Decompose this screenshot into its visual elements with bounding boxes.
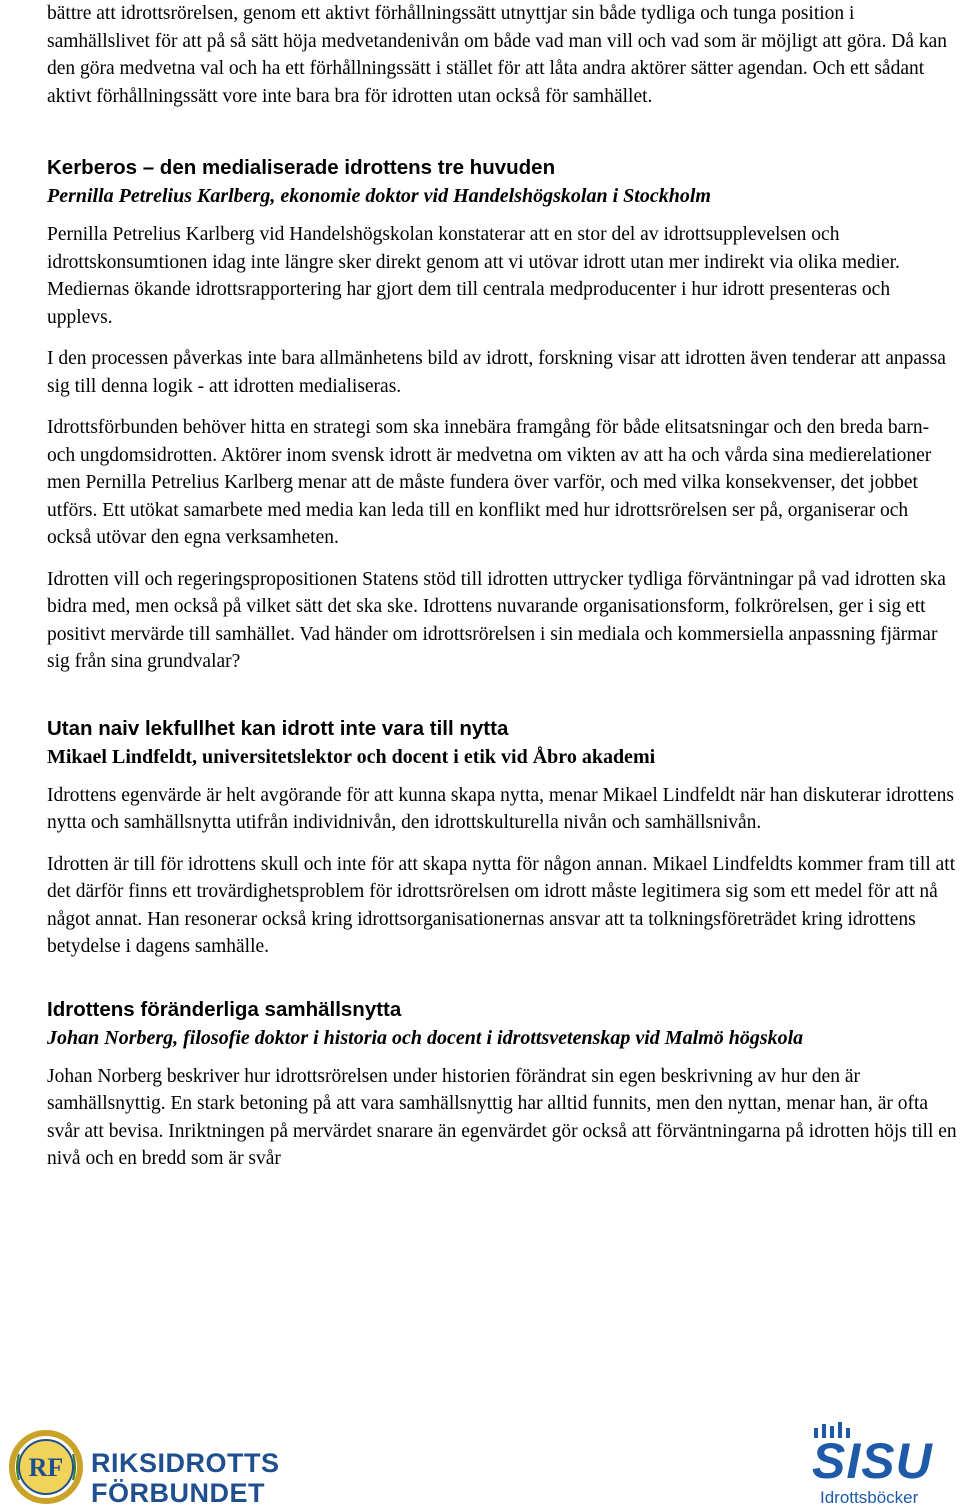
paragraph: Pernilla Petrelius Karlberg vid Handelshögskolan konstaterar att en stor del av idrottsupplevelsen och idrottskonsumtionen idag inte längre sker direkt genom att vi utövar idrott utan mer indirekt via olika medier. Mediernas ökande idrottsrapportering har gjort dem till centrala medproducenter i hur idrott presenteras och upplevs.	[47, 224, 900, 328]
sisu-wordmark: SISU	[812, 1433, 933, 1489]
section-byline: Pernilla Petrelius Karlberg, ekonomie doktor vid Handelshögskolan i Stockholm	[47, 185, 711, 207]
sisu-subtitle: Idrottsböcker	[820, 1488, 919, 1507]
riksidrott-line1: RIKSIDROTTS	[91, 1448, 280, 1478]
document-page	[47, 0, 957, 1187]
paragraph: Idrotten vill och regeringspropositionen Statens stöd till idrotten uttrycker tydliga förväntningar på vad idrotten ska bidra med, men också på vilket sätt det ska ske. Idrottens nuvarande organisationsform, folkrörelsen, ger i sig ett positivt mervärde till samhället. Vad händer om idrottsrörelsen i sin mediala och kommersiella anpassning fjärmar sig från sina grundvalar?	[47, 568, 946, 672]
riksidrottsforbundet-logo	[9, 1430, 280, 1510]
paragraph: I den processen påverkas inte bara allmänhetens bild av idrott, forskning visar att idrotten även tenderar att anpassa sig till denna logik - att idrotten medialiseras.	[47, 348, 946, 397]
riksidrott-wordmark	[91, 1448, 280, 1508]
section-byline: Johan Norberg, filosofie doktor i historia och docent i idrottsvetenskap vid Malmö högskola	[47, 1026, 804, 1049]
paragraph: Idrotten är till för idrottens skull och inte för att skapa nytta för någon annan. Mikael Lindfeldts kommer fram till att det därför finns ett trovärdighetsproblem för idrottsrörelsen om idrott måste legitimera sig som ett medel för att nå något annat. Han resonerar också kring idrottsorganisationernas ansvar att ta tolkningsföreträdet kring idrottens betydelse i dagens samhälle.	[47, 853, 956, 957]
rf-emblem-icon	[9, 1430, 83, 1504]
section-samhallsnytta	[47, 997, 957, 1173]
sisu-logo	[806, 1418, 946, 1508]
footer-logos	[0, 1410, 960, 1509]
section-heading: Kerberos – den medialiserade idrottens tre huvuden	[47, 156, 556, 179]
section-kerberos	[47, 155, 957, 676]
section-byline: Mikael Lindfeldt, universitetslektor och docent i etik vid Åbro akademi	[47, 745, 656, 768]
paragraph: Johan Norberg beskriver hur idrottsrörelsen under historien förändrat sin egen beskrivning av hur den är samhällsnyttig. En stark betoning på att vara samhällsnyttig har alltid funnits, men den nyttan, menar han, är ofta svår att bevisa. Inriktningen på mervärdet snarare än egenvärdet gör också att förväntningarna på idrotten höjs till en nivå och en bredd som är svår	[47, 1065, 957, 1169]
section-heading: Utan naiv lekfullhet kan idrott inte vara till nytta	[47, 716, 509, 740]
section-heading: Idrottens föränderliga samhällsnytta	[47, 997, 402, 1021]
riksidrott-line2: FÖRBUNDET	[91, 1478, 265, 1508]
section-naiv-lekfullhet	[47, 716, 957, 961]
intro-paragraph: bättre att idrottsrörelsen, genom ett aktivt förhållningssätt utnyttjar sin både tydliga och tunga position i samhällslivet för att på så sätt höja medvetandenivån om både vad man vill och vad som är möjligt att göra. Då kan den göra medvetna val och ha ett förhållningssätt i stället för att låta andra aktörer sätter agendan. Och ett sådant aktivt förhållningssätt vore inte bara bra för idrotten utan också för samhället.	[47, 3, 947, 107]
paragraph: Idrottens egenvärde är helt avgörande för att kunna skapa nytta, menar Mikael Lindfeldt när han diskuterar idrottens nytta och samhällsnytta utifrån individnivån, den idrottskulturella nivån och samhällsnivån.	[47, 784, 954, 833]
rf-emblem-text: RF	[28, 1453, 64, 1482]
paragraph: Idrottsförbunden behöver hitta en strategi som ska innebära framgång för både elitsatsningar och den breda barn- och ungdomsidrotten. Aktörer inom svensk idrott är medvetna om vikten av att ha och vårda sina medierelationer men Pernilla Petrelius Karlberg menar att de måste fundera över varför, och med vilka konsekvenser, det jobbet utförs. Ett utökat samarbete med media kan leda till en konflikt med hur idrottsrörelsen ser på, organiserar och också utövar den egna verksamheten.	[47, 417, 932, 548]
